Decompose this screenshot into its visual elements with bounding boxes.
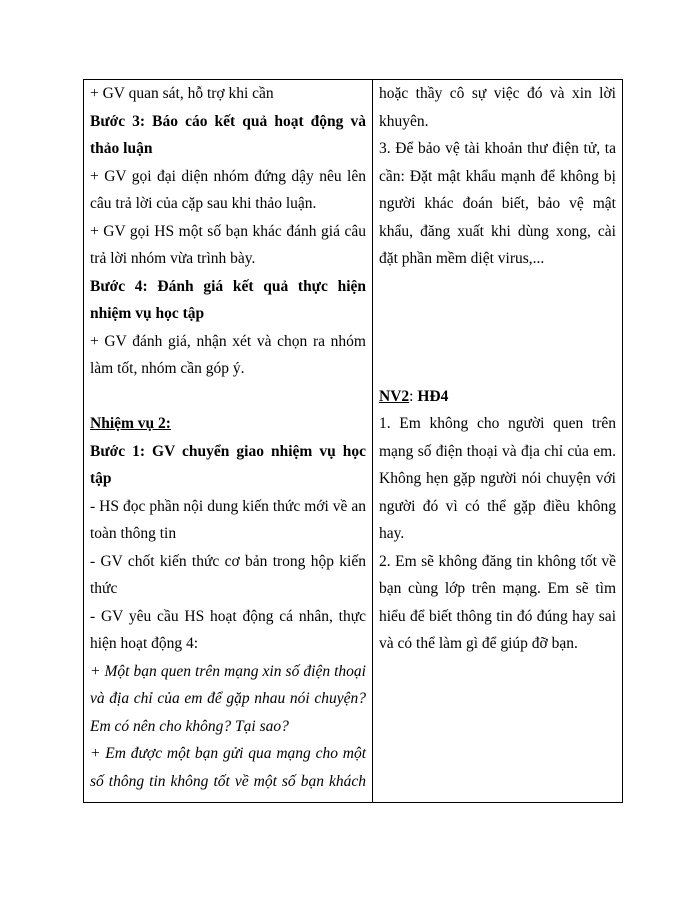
text-line: - HS đọc phần nội dung kiến thức mới về an [90, 497, 366, 515]
text-line: hoặc thầy cô sự việc đó và xin lời [379, 85, 616, 102]
step-3-heading-cont: thảo luận [90, 140, 153, 157]
spacer [379, 328, 616, 356]
spacer [90, 383, 366, 411]
step-3-heading: Bước 3: Báo cáo kết quả hoạt động và [90, 112, 366, 130]
nv2-heading [379, 383, 616, 411]
teacher-activity-cell [84, 80, 373, 803]
spacer [379, 300, 616, 328]
text-line: 2. Em sẽ không đăng tin không tốt về [379, 552, 616, 570]
text-line: người đó vì có thể gặp điều không [379, 497, 616, 515]
lesson-table [83, 79, 623, 803]
step-1-heading: Bước 1: GV chuyển giao nhiệm vụ học [90, 442, 366, 460]
text-line: + GV gọi HS một số bạn khác đánh giá câu [90, 222, 366, 240]
step-1-heading-cont: tập [90, 470, 112, 487]
text-line: thức [90, 580, 118, 597]
text-line: người khác đoán biết, bảo vệ mật [379, 195, 616, 212]
text-line: khẩu, đăng xuất khi dùng xong, cài [379, 222, 616, 240]
text-line: câu trả lời của cặp sau khi thảo luận. [90, 195, 317, 212]
table-row [84, 80, 623, 803]
question-line: số thông tin không tốt về một số bạn khách [90, 772, 366, 790]
text-line: làm tốt, nhóm cần góp ý. [90, 360, 245, 377]
text-line: và có thể làm gì để giúp đỡ bạn. [379, 635, 578, 652]
task-2-heading: Nhiệm vụ 2: [90, 415, 171, 432]
text-line: toàn thông tin [90, 525, 177, 542]
text-line: cần: Đặt mật khẩu mạnh để không bị [379, 167, 616, 185]
text-line: trả lời nhóm vừa trình bày. [90, 250, 256, 267]
text-line: mạng số điện thoại và địa chỉ của em. [379, 442, 616, 460]
text-line: - GV yêu cầu HS hoạt động cá nhân, thực [90, 607, 366, 625]
text-line: Không hẹn gặp người nói chuyện với [379, 470, 616, 487]
spacer [379, 273, 616, 301]
text-line: 3. Để bảo vệ tài khoản thư điện tử, ta [379, 140, 616, 157]
text-line: hiện hoạt động 4: [90, 635, 199, 652]
question-line: Em có nên cho không? Tại sao? [90, 717, 289, 735]
spacer [379, 355, 616, 383]
question-line: + Một bạn quen trên mạng xin số điện thoại [90, 662, 366, 680]
step-4-heading-cont: nhiệm vụ học tập [90, 305, 205, 322]
text-line: hiểu để biết thông tin đó đúng hay sai [379, 607, 616, 625]
nv2-label: NV2 [379, 387, 410, 405]
step-4-heading: Bước 4: Đánh giá kết quả thực hiện [90, 277, 366, 295]
text-line: khuyên. [379, 112, 429, 130]
text-line: hay. [379, 525, 405, 542]
text-line: + GV gọi đại diện nhóm đứng dậy nêu lên [90, 167, 366, 185]
hd4-label: HĐ4 [417, 387, 449, 405]
nv2-separator: : [409, 387, 418, 405]
text-line: 1. Em không cho người quen trên [379, 415, 616, 432]
text-line: + GV quan sát, hỗ trợ khi cần [90, 85, 274, 102]
question-line: + Em được một bạn gửi qua mạng cho một [90, 745, 366, 762]
text-line: đặt phần mềm diệt virus,... [379, 250, 545, 267]
question-line: và địa chỉ của em để gặp nhau nói chuyện? [90, 690, 366, 707]
text-line: bạn cùng lớp trên mạng. Em sẽ tìm [379, 580, 616, 597]
text-line: + GV đánh giá, nhận xét và chọn ra nhóm [90, 332, 366, 350]
student-product-cell [373, 80, 623, 803]
text-line: - GV chốt kiến thức cơ bản trong hộp kiến [90, 552, 366, 570]
